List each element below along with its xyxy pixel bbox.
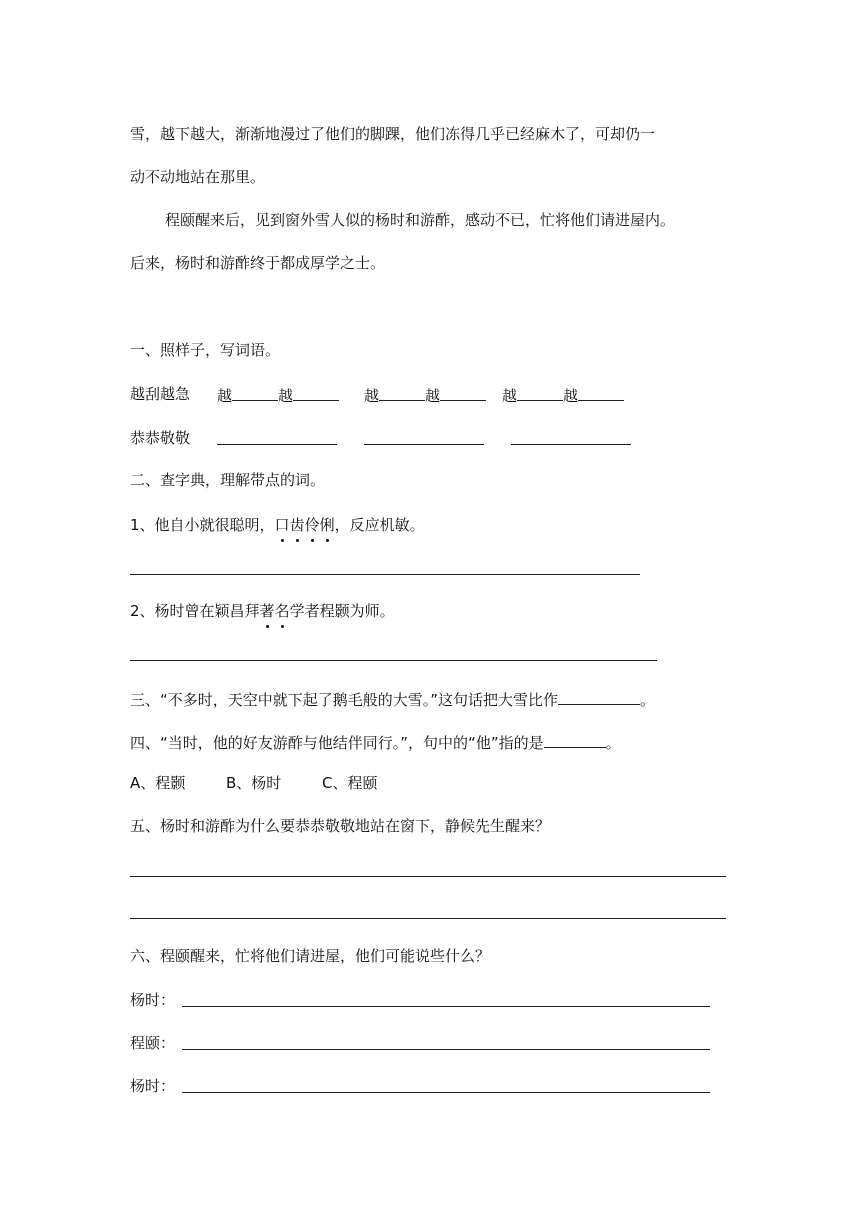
answer-blank[interactable] — [517, 384, 563, 401]
answer-blank[interactable] — [379, 384, 425, 401]
dotted-char: 口 — [274, 516, 290, 534]
answer-blank[interactable] — [544, 731, 606, 748]
q2-title: 二、查字典，理解带点的词。 — [130, 471, 326, 489]
yue-char: 越 — [563, 387, 579, 405]
passage-line: 后来，杨时和游酢终于都成厚学之士。 — [130, 254, 386, 272]
passage-line: 雪，越下越大，渐渐地漫过了他们的脚踝，他们冻得几乎已经麻木了，可却仍一 — [130, 125, 656, 143]
q2-item-2 — [130, 601, 395, 621]
answer-line[interactable] — [130, 876, 726, 877]
q3-question — [130, 688, 655, 710]
q2-item-2-prefix: 2、杨时曾在颖昌拜 — [130, 602, 260, 620]
answer-blank[interactable] — [232, 384, 278, 401]
answer-line[interactable] — [130, 574, 640, 575]
answer-line[interactable] — [364, 444, 484, 445]
q4-option-b[interactable]: B、杨时 — [226, 774, 282, 792]
q4-option-c[interactable]: C、程颐 — [322, 774, 378, 792]
answer-line[interactable] — [130, 918, 726, 919]
answer-line[interactable] — [182, 1092, 710, 1093]
answer-blank[interactable] — [293, 384, 339, 401]
q4-text: 四、“当时，他的好友游酢与他结伴同行。”，句中的“他”指的是 — [130, 734, 544, 752]
q5-title: 五、杨时和游酢为什么要恭恭敬敬地站在窗下，静候先生醒来？ — [130, 817, 551, 835]
q1-pattern-2 — [364, 384, 486, 406]
dotted-char: 齿 — [289, 516, 305, 534]
q4-end: 。 — [605, 734, 621, 752]
q1-example-word: 恭恭敬敬 — [130, 429, 191, 447]
q1-pattern-1 — [217, 384, 339, 406]
yue-char: 越 — [217, 387, 233, 405]
answer-line[interactable] — [130, 660, 657, 661]
q2-item-1 — [130, 515, 425, 535]
yue-char: 越 — [425, 387, 441, 405]
yue-char: 越 — [502, 387, 518, 405]
q4-option-a[interactable]: A、程颢 — [130, 774, 186, 792]
q6-title: 六、程颐醒来，忙将他们请进屋，他们可能说些什么？ — [130, 947, 491, 965]
yue-char: 越 — [278, 387, 294, 405]
dotted-char: 伶 — [304, 516, 320, 534]
speaker-label: 杨时： — [130, 991, 176, 1009]
answer-blank[interactable] — [558, 688, 640, 705]
dotted-char: 名 — [274, 602, 290, 620]
q4-question — [130, 731, 621, 753]
q1-title: 一、照样子，写词语。 — [130, 341, 281, 359]
speaker-label: 程颐： — [130, 1034, 176, 1052]
dotted-char: 著 — [259, 602, 275, 620]
answer-blank[interactable] — [440, 384, 486, 401]
yue-char: 越 — [364, 387, 380, 405]
answer-line[interactable] — [182, 1006, 710, 1007]
answer-line[interactable] — [217, 444, 337, 445]
q2-item-1-suffix: ，反应机敏。 — [334, 516, 425, 534]
q3-text: 三、“不多时，天空中就下起了鹅毛般的大雪。”这句话把大雪比作 — [130, 691, 559, 709]
passage-line: 程颐醒来后，见到窗外雪人似的杨时和游酢，感动不已，忙将他们请进屋内。 — [165, 211, 676, 229]
answer-line[interactable] — [511, 444, 631, 445]
q2-item-1-prefix: 1、他自小就很聪明， — [130, 516, 275, 534]
speaker-label: 杨时： — [130, 1077, 176, 1095]
answer-blank[interactable] — [578, 384, 624, 401]
dotted-char: 俐 — [319, 516, 335, 534]
q1-example-word: 越刮越急 — [130, 385, 191, 403]
q3-end: 。 — [640, 691, 656, 709]
q2-item-2-suffix: 学者程颢为师。 — [289, 602, 395, 620]
answer-line[interactable] — [182, 1049, 710, 1050]
q1-pattern-3 — [502, 384, 624, 406]
passage-line: 动不动地站在那里。 — [130, 168, 266, 186]
